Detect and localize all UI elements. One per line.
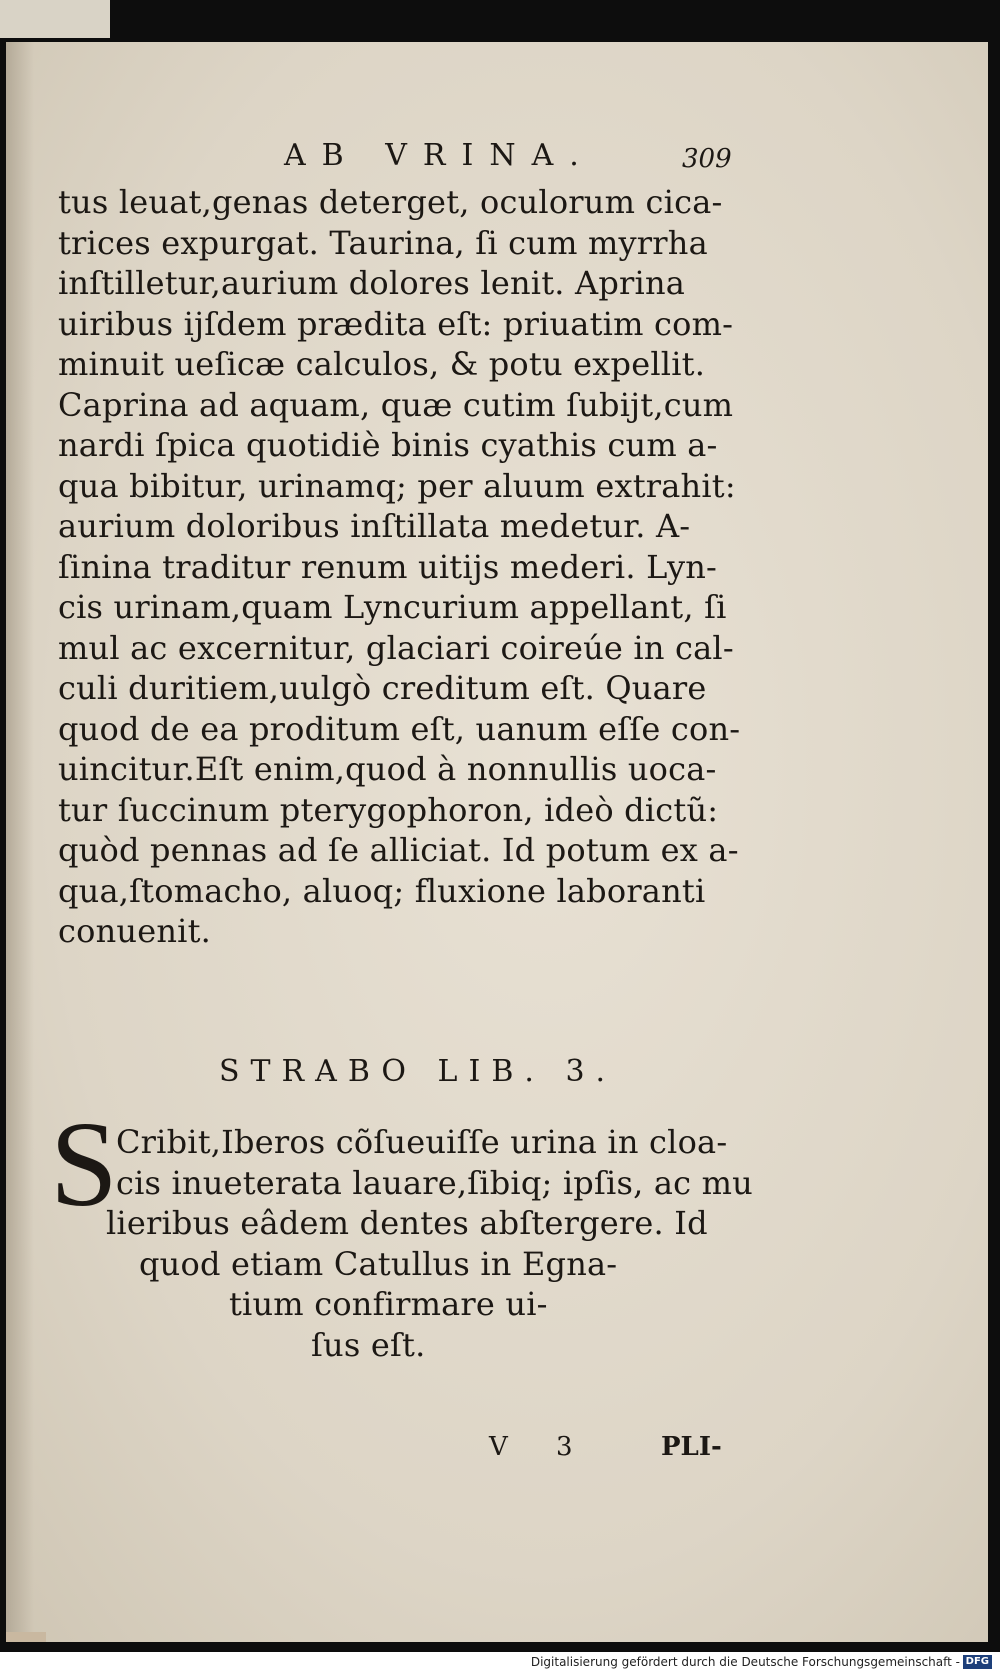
text-line: tus leuat,genas deterget, oculorum cica-: [58, 183, 723, 221]
text-line: conuenit.: [58, 912, 212, 950]
running-title: AB VRINA.: [284, 138, 595, 173]
text-line: cis inueterata lauare,ſibiq; ipſis, ac mu: [116, 1163, 753, 1202]
book-page: [6, 42, 988, 1642]
paragraph-2: [6, 1122, 786, 1365]
text-line: qua,ſtomacho, aluoq; fluxione laboranti: [58, 871, 706, 910]
text-line: Cribit,Iberos cõſueuiſſe urina in cloa-: [116, 1123, 728, 1161]
page-number: 309: [682, 144, 732, 174]
text-line: culi duritiem,uulgò creditum eſt. Quare: [58, 669, 707, 707]
digitization-footer: [0, 1652, 1000, 1673]
text-line: aurium doloribus inſtillata medetur. A-: [58, 507, 691, 545]
section-heading: STRABO LIB. 3.: [219, 1054, 617, 1089]
text-line: minuit ueſicæ calculos, & potu expellit.: [58, 345, 706, 383]
text-line: ſinina traditur renum uitijs mederi. Lyn-: [58, 547, 718, 586]
text-line: uincitur.Eſt enim,quod à nonnullis uoca-: [58, 750, 717, 788]
catchword: PLI-: [661, 1432, 722, 1462]
text-line: mul ac excernitur, glaciari coireúe in cal-: [58, 628, 734, 667]
text-line: uiribus ijſdem prædita eſt: priuatim com-: [58, 304, 734, 343]
signature-mark: V 3: [489, 1432, 593, 1462]
text-line: ſus eſt.: [311, 1325, 426, 1364]
page-gutter-shadow: [6, 42, 34, 1642]
text-line: quod de ea proditum eſt, uanum eſſe con-: [58, 709, 741, 748]
text-line: Caprina ad aquam, quæ cutim ſubijt,cum: [58, 385, 734, 424]
text-line: lieribus eâdem dentes abſtergere. Id: [106, 1204, 708, 1242]
catchwords-line: [6, 1427, 896, 1467]
text-line: cis urinam,quam Lyncurium appellant, ſi: [58, 588, 727, 626]
text-line: trices expurgat. Taurina, ſi cum myrrha: [58, 223, 708, 262]
spine-mark: [6, 1632, 46, 1642]
text-line: inſtilletur,aurium dolores lenit. Aprina: [58, 264, 686, 302]
text-line: nardi ſpica quotidiè binis cyathis cum a-: [58, 426, 718, 464]
running-head: [6, 136, 896, 176]
scan-border: [0, 0, 110, 38]
dfg-credit: Digitalisierung gefördert durch die Deutsche Forschungsgemeinschaft -: [530, 1655, 960, 1669]
text-line: qua bibitur, urinamq; per aluum extrahit:: [58, 466, 736, 505]
dfg-logo: DFG: [963, 1655, 992, 1669]
paragraph-1: [58, 182, 778, 952]
text-line: quod etiam Catullus in Egna-: [139, 1244, 618, 1283]
text-line: quòd pennas ad ſe alliciat. Id potum ex a-: [58, 831, 739, 869]
text-line: tur ſuccinum pterygophoron, ideò dictũ:: [58, 790, 719, 829]
text-line: tium confirmare ui-: [229, 1285, 548, 1323]
drop-cap: S: [50, 1097, 118, 1232]
